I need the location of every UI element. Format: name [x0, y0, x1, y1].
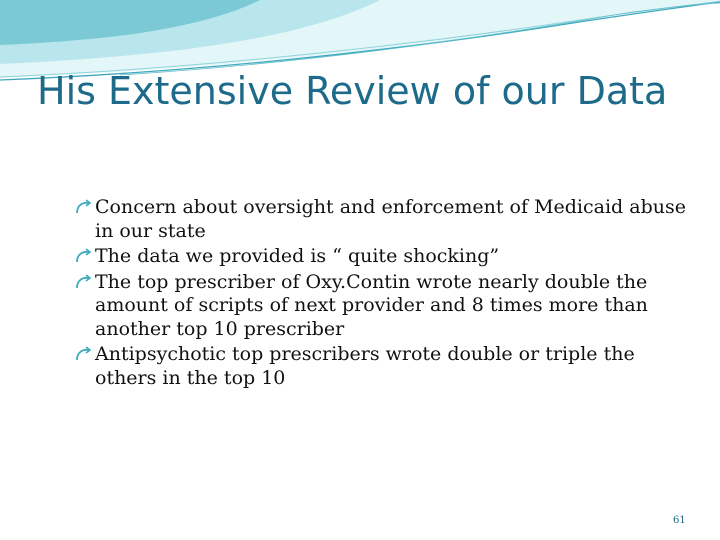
- bullet-item: [75, 343, 695, 390]
- bullet-list: [75, 196, 695, 392]
- bullet-item: [75, 245, 695, 269]
- curved-arrow-bullet-icon: [75, 246, 93, 266]
- curved-arrow-bullet-icon: [75, 197, 93, 217]
- bullet-text: The data we provided is “ quite shocking”: [95, 245, 500, 267]
- bullet-text: Antipsychotic top prescribers wrote double or triple the others in the top 10: [95, 343, 635, 389]
- curved-arrow-bullet-icon: [75, 344, 93, 364]
- curved-arrow-bullet-icon: [75, 272, 93, 292]
- bullet-text: Concern about oversight and enforcement of Medicaid abuse in our state: [95, 196, 686, 242]
- bullet-item: [75, 196, 695, 243]
- bullet-text: The top prescriber of Oxy.Contin wrote nearly double the amount of scripts of next provider and 8 times more than another top 10 prescriber: [95, 270, 648, 340]
- bullet-item: [75, 271, 695, 342]
- slide-title: His Extensive Review of our Data: [37, 69, 668, 113]
- page-number: 61: [673, 515, 686, 526]
